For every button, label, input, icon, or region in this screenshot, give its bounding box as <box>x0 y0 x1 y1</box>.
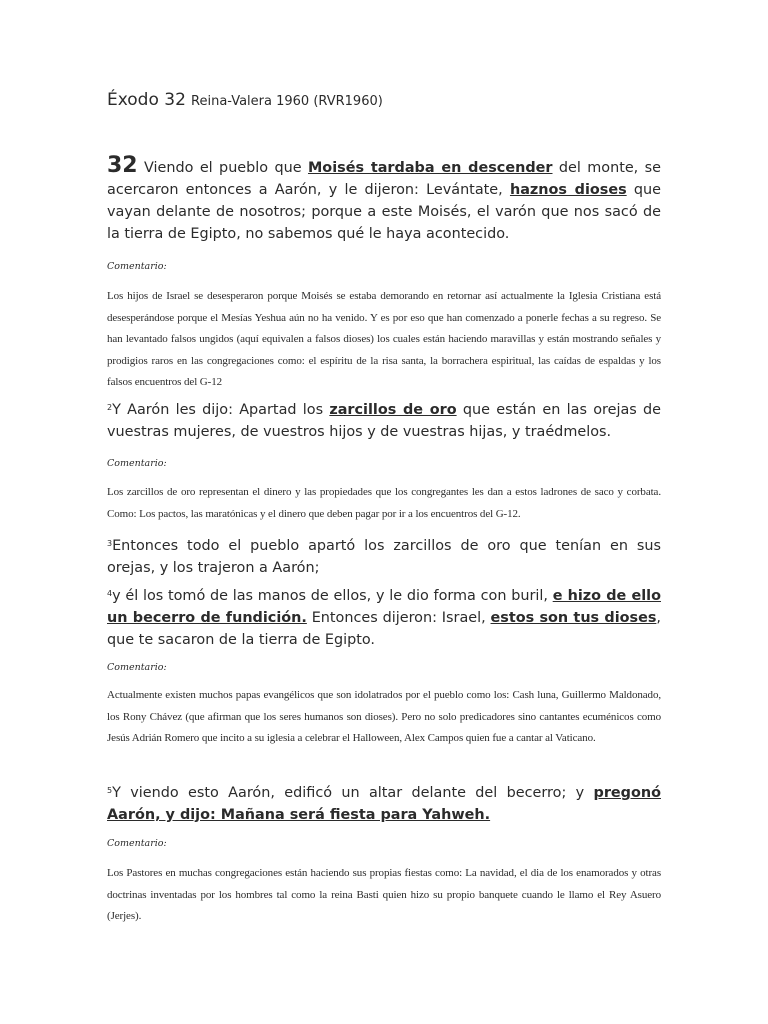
verse-emphasis: haznos dioses <box>509 182 627 198</box>
verse-text: Viendo el pueblo que <box>137 160 308 176</box>
verse-text: y él los tomó de las manos de ellos, y le dio forma con buril, <box>112 588 553 604</box>
comment-paragraph: Los hijos de Israel se desesperaron porque Moisés se estaba demorando en retornar así actualmente la Iglesia Cristiana está desesperándose porque el Mesías Yeshua aún no ha venido. Y es por eso que han comenzado a ponerle fechas a su regreso. Se han levantado falsos ungidos (aquí equivalen a falsos dioses) los cuales están haciendo maravillas y están mostrando señales y prodigios raros en las congregaciones como: el espíritu de la risa santa, la borrachera espiritual, las caídas de espaldas y los falsos encuentros del G-12 <box>107 290 661 388</box>
verse-2 <box>107 397 661 443</box>
verse-number: 32 <box>107 153 138 178</box>
comment-label: Comentario: <box>107 838 167 849</box>
verse-text: que vayan delante de nosotros; porque a este Moisés, el varón que nos sacó de la tierra de Egipto, no sabemos qué le haya acontecido. <box>107 182 661 242</box>
verse-text: Entonces todo el pueblo apartó los zarcillos de oro que tenían en sus orejas, y los trajeron a Aarón; <box>107 538 661 576</box>
verse-1 <box>107 155 661 245</box>
verse-text: Y viendo esto Aarón, edificó un altar delante del becerro; y <box>112 785 594 801</box>
verse-text: Y Aarón les dijo: Apartad los <box>112 402 330 418</box>
verse-3 <box>107 533 661 579</box>
comment-paragraph: Los zarcillos de oro representan el dinero y las propiedades que los congregantes les dan a estos ladrones de saco y corbata. Como: Los pactos, las maratónicas y el dinero que deben pagar por ir a los encuentros del G-12. <box>107 486 661 520</box>
verse-number: 2 <box>107 403 113 412</box>
verse-text: del monte, se acercaron entonces a Aarón, y le dijeron: Levántate, <box>107 160 661 198</box>
verse-emphasis: Moisés tardaba en descender <box>307 160 553 176</box>
comment-label: Comentario: <box>107 662 167 673</box>
verse-number: 5 <box>107 786 113 795</box>
comment-label: Comentario: <box>107 458 167 469</box>
comment-paragraph: Los Pastores en muchas congregaciones están haciendo sus propias fiestas como: La navidad, el dia de los enamorados y otras doctrinas inventadas por los hombres tal como la reina Basti quien hizo su propio banquete cuando le llamo el Rey Asuero (Jerjes). <box>107 867 661 922</box>
comment-paragraph: Actualmente existen muchos papas evangélicos que son idolatrados por el pueblo como los: Cash luna, Guillermo Maldonado, los Rony Chávez (que afirman que los seres humanos son dioses). Pero no solo predicadores sino cantantes ecuménicos como Jesús Adrián Romero que incito a su iglesia a celebrar el Halloween, Alex Campos quien fue a cantar al Vaticano. <box>107 689 661 744</box>
verse-emphasis: pregonó Aarón, y dijo: Mañana será fiesta para Yahweh. <box>107 785 661 823</box>
book-chapter: Éxodo 32 <box>107 90 186 110</box>
bible-version: Reina-Valera 1960 (RVR1960) <box>191 94 383 109</box>
verse-emphasis: estos son tus dioses <box>490 610 657 626</box>
verse-text: Entonces dijeron: Israel, <box>306 610 491 626</box>
verse-emphasis: zarcillos de oro <box>329 402 457 418</box>
verse-text: , que te sacaron de la tierra de Egipto. <box>107 610 661 648</box>
comment-label: Comentario: <box>107 261 167 272</box>
verse-5 <box>107 780 661 826</box>
verse-text: que están en las orejas de vuestras mujeres, de vuestros hijos y de vuestras hijas, y traédmelos. <box>107 402 662 440</box>
verse-4 <box>107 583 661 651</box>
verse-number: 3 <box>107 539 113 548</box>
page-title <box>107 90 383 110</box>
verse-number: 4 <box>107 589 113 598</box>
verse-emphasis: e hizo de ello un becerro de fundición. <box>107 588 661 626</box>
